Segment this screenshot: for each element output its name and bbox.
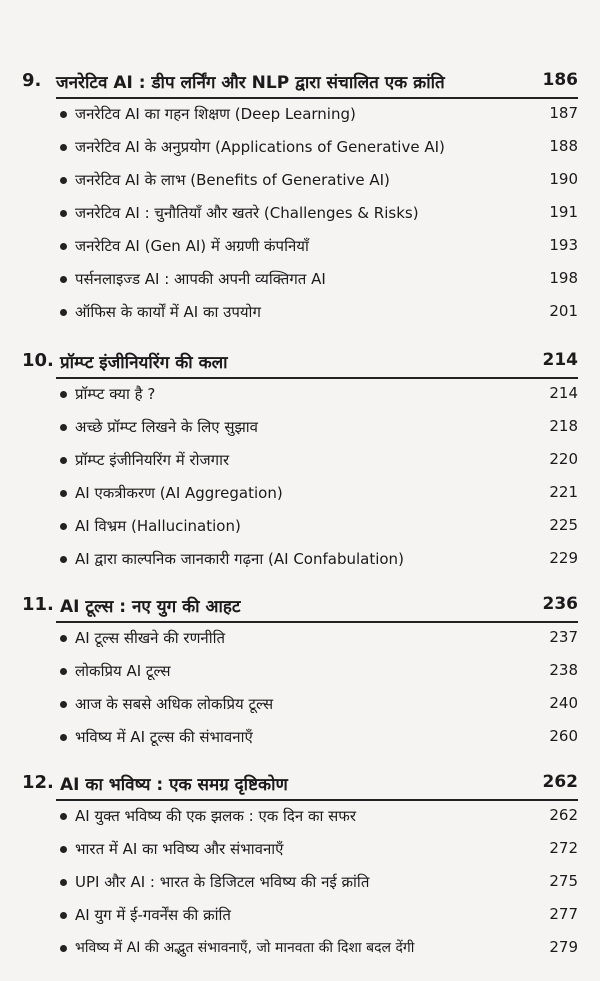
section-item	[0, 512, 600, 545]
section-title: जनरेटिव AI के अनुप्रयोग (Applications of Generative AI)	[75, 138, 445, 156]
section-item	[0, 199, 600, 232]
section-title: UPI और AI : भारत के डिजिटल भविष्य की नई क्रांति	[75, 873, 370, 891]
bullet-icon	[60, 879, 67, 886]
chapter-title: AI टूल्स : नए युग की आहट	[60, 597, 241, 617]
section-title: लोकप्रिय AI टूल्स	[75, 662, 171, 680]
chapter-heading	[0, 346, 600, 376]
section-list	[0, 100, 600, 331]
section-page-number: 238	[549, 661, 578, 679]
chapter-11	[0, 590, 600, 746]
section-item	[0, 100, 600, 133]
section-title: ऑफिस के कार्यों में AI का उपयोग	[75, 303, 261, 321]
bullet-icon	[60, 177, 67, 184]
section-item	[0, 380, 600, 413]
chapter-12	[0, 768, 600, 956]
section-title: AI युग में ई-गवर्नेंस की क्रांति	[75, 906, 231, 924]
bullet-icon	[60, 424, 67, 431]
section-item	[0, 723, 600, 756]
chapter-underline	[56, 799, 578, 801]
section-item	[0, 690, 600, 723]
bullet-icon	[60, 309, 67, 316]
section-page-number: 229	[549, 549, 578, 567]
bullet-icon	[60, 210, 67, 217]
bullet-icon	[60, 701, 67, 708]
section-page-number: 191	[549, 203, 578, 221]
chapter-title: AI का भविष्य : एक समग्र दृष्टिकोण	[60, 775, 288, 795]
section-title: AI युक्त भविष्य की एक झलक : एक दिन का सफर	[75, 807, 356, 825]
section-title: AI एकत्रीकरण (AI Aggregation)	[75, 484, 283, 502]
section-title: प्रॉम्प्ट इंजीनियरिंग में रोजगार	[75, 451, 230, 469]
section-item	[0, 479, 600, 512]
section-title: AI टूल्स सीखने की रणनीति	[75, 629, 226, 647]
section-page-number: 277	[549, 905, 578, 923]
bullet-icon	[60, 945, 67, 952]
bullet-icon	[60, 111, 67, 118]
bullet-icon	[60, 490, 67, 497]
chapter-10	[0, 346, 600, 568]
bullet-icon	[60, 734, 67, 741]
bullet-icon	[60, 846, 67, 853]
section-page-number: 279	[549, 938, 578, 956]
section-title: भारत में AI का भविष्य और संभावनाएँ	[75, 840, 284, 858]
section-title: भविष्य में AI टूल्स की संभावनाएँ	[75, 728, 253, 746]
section-page-number: 262	[549, 806, 578, 824]
section-title: पर्सनलाइज्ड AI : आपकी अपनी व्यक्तिगत AI	[75, 270, 326, 288]
section-title: प्रॉम्प्ट क्या है ?	[75, 385, 156, 403]
section-page-number: 218	[549, 417, 578, 435]
section-item	[0, 802, 600, 835]
section-page-number: 272	[549, 839, 578, 857]
section-page-number: 237	[549, 628, 578, 646]
chapter-page-number: 262	[542, 772, 578, 792]
section-page-number: 190	[549, 170, 578, 188]
bullet-icon	[60, 556, 67, 563]
section-item	[0, 901, 600, 934]
section-item	[0, 934, 600, 967]
section-page-number: 193	[549, 236, 578, 254]
section-title: AI विभ्रम (Hallucination)	[75, 517, 241, 535]
chapter-heading	[0, 768, 600, 798]
section-title: जनरेटिव AI के लाभ (Benefits of Generative AI)	[75, 171, 390, 189]
section-item	[0, 298, 600, 331]
section-page-number: 198	[549, 269, 578, 287]
bullet-icon	[60, 391, 67, 398]
chapter-title: प्रॉम्प्ट इंजीनियरिंग की कला	[60, 353, 228, 373]
chapter-number: 9.	[22, 70, 42, 91]
section-item	[0, 133, 600, 166]
section-title: अच्छे प्रॉम्प्ट लिखने के लिए सुझाव	[75, 418, 259, 436]
chapter-heading	[0, 590, 600, 620]
bullet-icon	[60, 523, 67, 530]
section-item	[0, 446, 600, 479]
chapter-underline	[56, 621, 578, 623]
section-list	[0, 624, 600, 756]
chapter-title: जनरेटिव AI : डीप लर्निंग और NLP द्वारा संचालित एक क्रांति	[56, 73, 445, 93]
section-title: भविष्य में AI की अद्भुत संभावनाएँ, जो मानवता की दिशा बदल देंगी	[75, 940, 415, 956]
section-page-number: 225	[549, 516, 578, 534]
bullet-icon	[60, 144, 67, 151]
section-item	[0, 265, 600, 298]
chapter-page-number: 214	[542, 350, 578, 370]
chapter-9	[0, 66, 600, 321]
section-item	[0, 868, 600, 901]
section-item	[0, 232, 600, 265]
chapter-page-number: 236	[542, 594, 578, 614]
section-item	[0, 624, 600, 657]
chapter-underline	[56, 97, 578, 99]
chapter-number: 12.	[22, 772, 54, 793]
bullet-icon	[60, 813, 67, 820]
section-page-number: 201	[549, 302, 578, 320]
section-item	[0, 835, 600, 868]
bullet-icon	[60, 243, 67, 250]
section-title: AI द्वारा काल्पनिक जानकारी गढ़ना (AI Confabulation)	[75, 550, 404, 568]
section-page-number: 188	[549, 137, 578, 155]
section-item	[0, 545, 600, 578]
section-title: जनरेटिव AI (Gen AI) में अग्रणी कंपनियाँ	[75, 237, 309, 255]
section-title: जनरेटिव AI का गहन शिक्षण (Deep Learning)	[75, 105, 356, 123]
section-list	[0, 802, 600, 967]
section-title: जनरेटिव AI : चुनौतियाँ और खतरे (Challenges & Risks)	[75, 204, 419, 222]
section-item	[0, 657, 600, 690]
chapter-heading	[0, 66, 600, 96]
section-page-number: 260	[549, 727, 578, 745]
chapter-underline	[56, 377, 578, 379]
chapter-page-number: 186	[542, 70, 578, 90]
bullet-icon	[60, 668, 67, 675]
bullet-icon	[60, 276, 67, 283]
section-list	[0, 380, 600, 578]
section-item	[0, 413, 600, 446]
section-page-number: 240	[549, 694, 578, 712]
section-title: आज के सबसे अधिक लोकप्रिय टूल्स	[75, 695, 274, 713]
chapter-number: 10.	[22, 350, 54, 371]
section-page-number: 275	[549, 872, 578, 890]
section-page-number: 214	[549, 384, 578, 402]
bullet-icon	[60, 912, 67, 919]
section-page-number: 221	[549, 483, 578, 501]
section-page-number: 220	[549, 450, 578, 468]
chapter-number: 11.	[22, 594, 54, 615]
section-item	[0, 166, 600, 199]
section-page-number: 187	[549, 104, 578, 122]
bullet-icon	[60, 635, 67, 642]
bullet-icon	[60, 457, 67, 464]
